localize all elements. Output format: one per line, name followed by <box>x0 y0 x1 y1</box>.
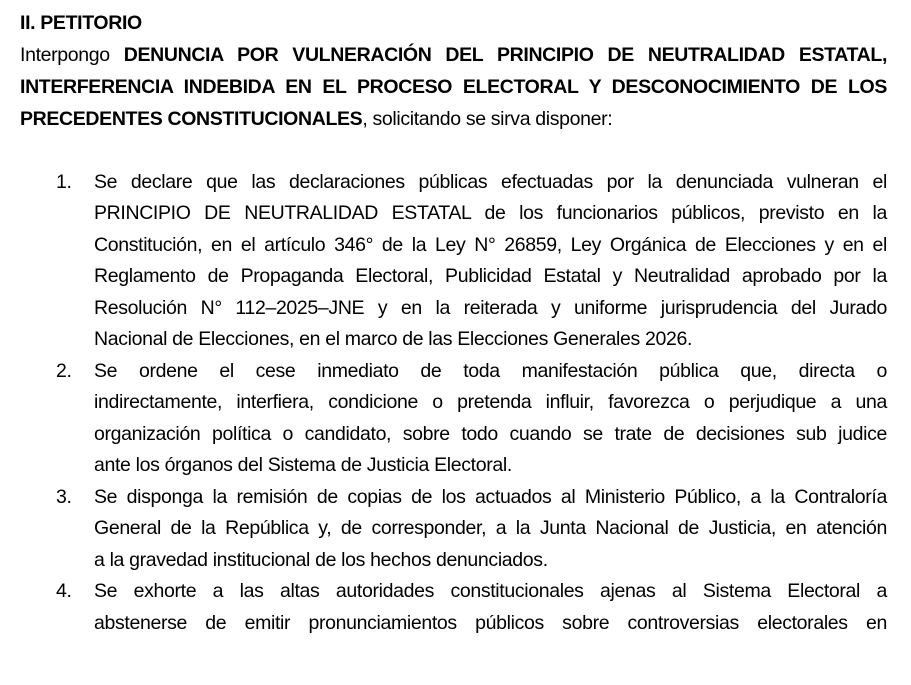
list-item-number: 1. <box>56 171 72 193</box>
list-item-line: a la gravedad institucional de los hechos denunciados. <box>94 549 548 571</box>
list-item-line: Se disponga la remisión de copias de los actuados al Ministerio Público, a la Contraloría <box>94 486 887 508</box>
list-item-line: abstenerse de emitir pronunciamientos públicos sobre controversias electorales en <box>94 612 887 634</box>
list-item-line: Se exhorte a las altas autoridades constitucionales ajenas al Sistema Electoral a <box>94 580 887 602</box>
intro-bold-text: PRECEDENTES CONSTITUCIONALES <box>20 108 363 130</box>
list-item-line: organización política o candidato, sobre todo cuando se trate de decisiones sub judice <box>94 423 887 445</box>
list-item-number: 4. <box>56 580 72 602</box>
list-item-line: Reglamento de Propaganda Electoral, Publicidad Estatal y Neutralidad aprobado por la <box>94 265 887 287</box>
list-item-line: PRINCIPIO DE NEUTRALIDAD ESTATAL de los funcionarios públicos, previsto en la <box>94 202 887 224</box>
list-item-line: Se declare que las declaraciones públicas efectuadas por la denunciada vulneran el <box>94 171 887 193</box>
intro-bold-text: DENUNCIA POR VULNERACIÓN DEL PRINCIPIO DE NEUTRALIDAD ESTATAL, <box>123 44 888 66</box>
list-item-line: ante los órganos del Sistema de Justicia Electoral. <box>94 454 512 476</box>
intro-bold-text: INTERFERENCIA INDEBIDA EN EL PROCESO ELECTORAL Y DESCONOCIMIENTO DE LOS <box>20 76 887 98</box>
list-item-line: Resolución N° 112–2025–JNE y en la reiterada y uniforme jurisprudencia del Jurado <box>94 297 887 319</box>
list-item-line: General de la República y, de corresponder, a la Junta Nacional de Justicia, en atención <box>94 517 887 539</box>
list-item-line: Constitución, en el artículo 346° de la Ley N° 26859, Ley Orgánica de Elecciones y en el <box>94 234 887 256</box>
list-item-number: 3. <box>56 486 72 508</box>
list-item-number: 2. <box>56 360 72 382</box>
list-item-line: indirectamente, interfiera, condicione o pretenda influir, favorezca o perjudique a una <box>94 391 887 413</box>
intro-plain-text: Interpongo <box>20 44 124 66</box>
intro-line-1 <box>20 43 887 67</box>
list-item-line: Se ordene el cese inmediato de toda manifestación pública que, directa o <box>94 360 887 382</box>
intro-line-3 <box>20 107 887 131</box>
intro-tail-text: , solicitando se sirva disponer: <box>362 108 613 130</box>
list-item-line: Nacional de Elecciones, en el marco de las Elecciones Generales 2026. <box>94 328 693 350</box>
intro-line-2 <box>20 75 887 99</box>
section-heading: II. PETITORIO <box>20 12 142 34</box>
